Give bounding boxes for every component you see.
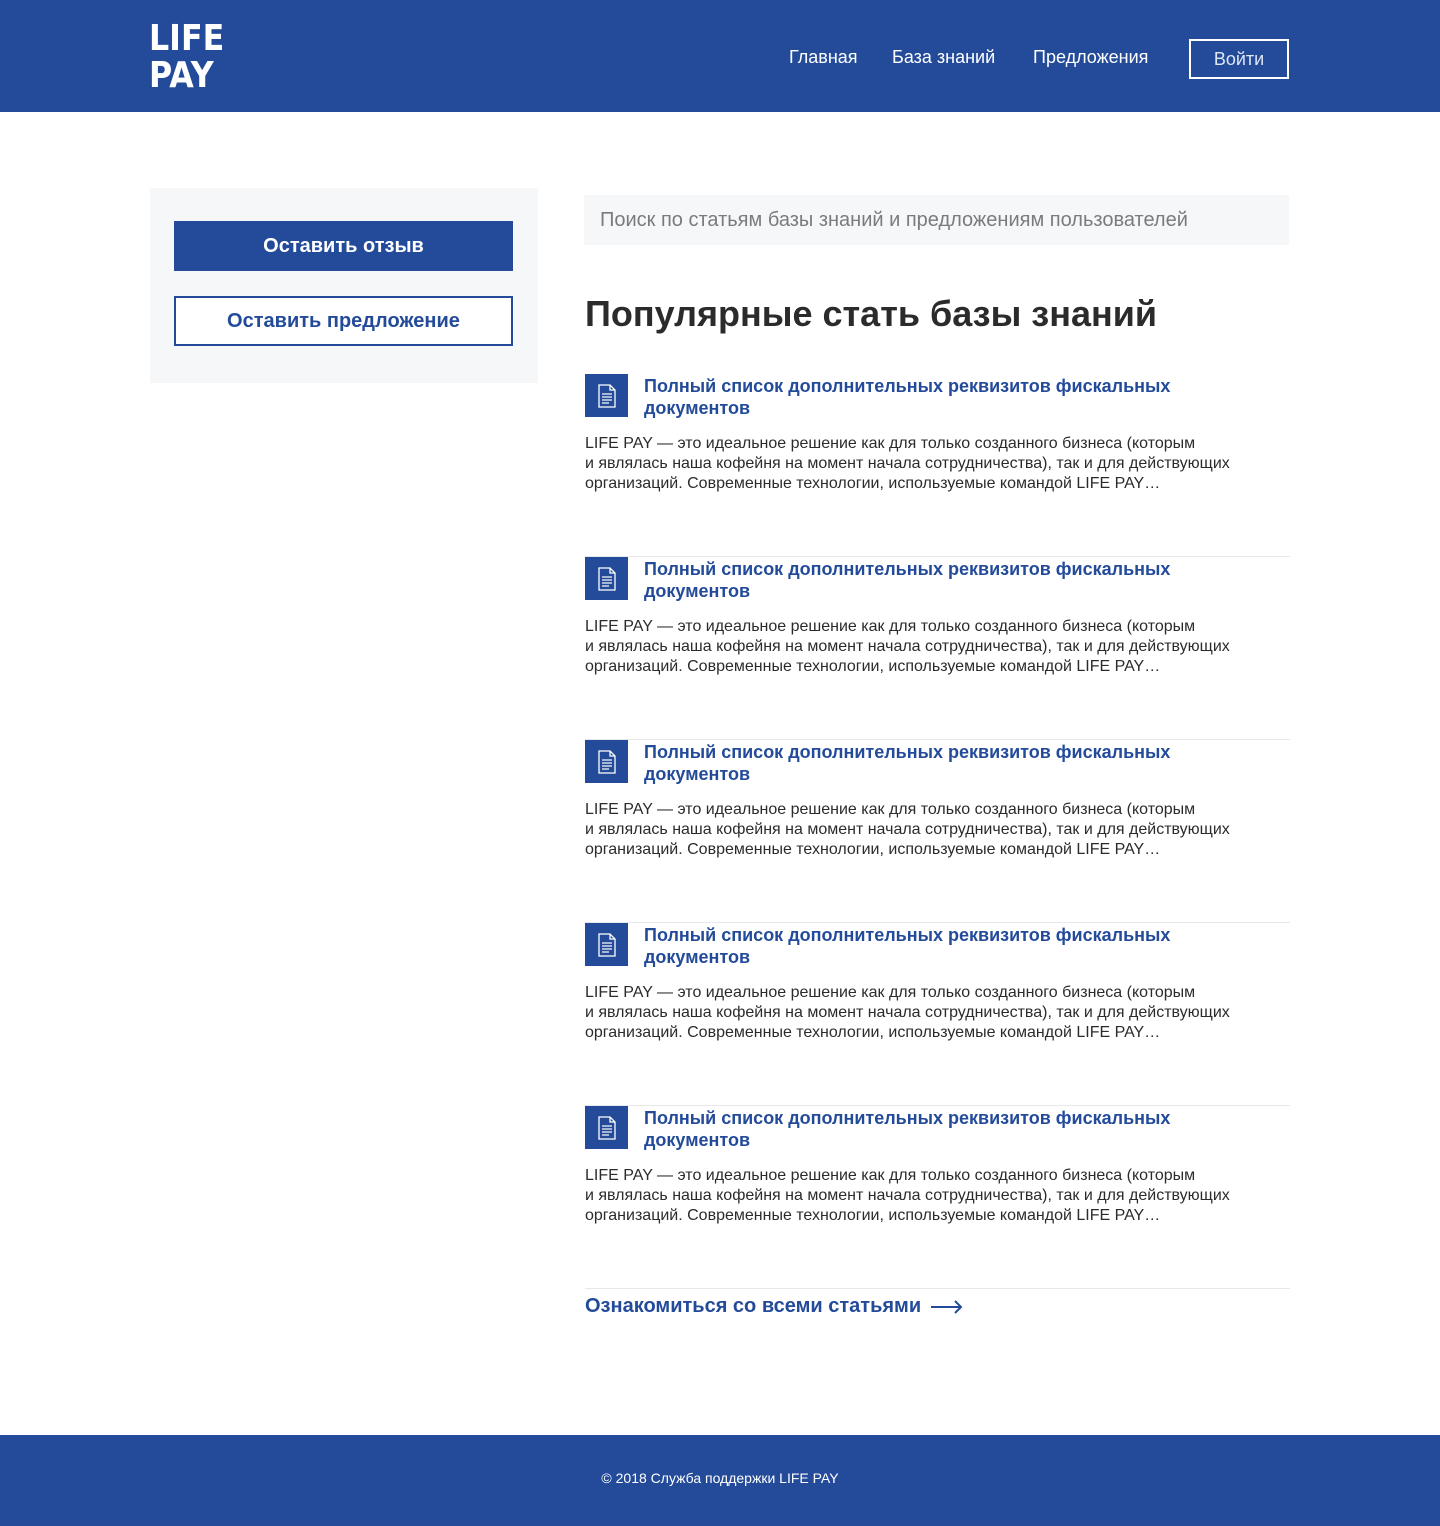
article-excerpt-line: организаций. Современные технологии, используемые командой LIFE PAY… (585, 841, 1161, 858)
article-excerpt-line: организаций. Современные технологии, используемые командой LIFE PAY… (585, 475, 1161, 492)
document-icon (585, 557, 628, 600)
login-button[interactable]: Войти (1189, 39, 1289, 79)
nav-item-suggestions[interactable]: Предложения (1033, 47, 1149, 67)
search-input[interactable] (584, 195, 1289, 245)
article-excerpt-line: организаций. Современные технологии, используемые командой LIFE PAY… (585, 1024, 1161, 1041)
article-excerpt (585, 434, 1265, 494)
document-icon (585, 374, 628, 417)
article-excerpt-line: и являлась наша кофейня на момент начала сотрудничества), так и для действующих (585, 455, 1230, 472)
article-excerpt (585, 800, 1265, 860)
list-item (585, 557, 1290, 740)
article-excerpt-line: и являлась наша кофейня на момент начала сотрудничества), так и для действующих (585, 1004, 1230, 1021)
article-excerpt (585, 983, 1265, 1043)
article-excerpt-line: LIFE PAY — это идеальное решение как для только созданного бизнеса (которым (585, 435, 1196, 452)
copyright-text: © 2018 Служба поддержки LIFE PAY (601, 1470, 839, 1486)
article-excerpt-line: LIFE PAY — это идеальное решение как для только созданного бизнеса (которым (585, 618, 1196, 635)
leave-feedback-button[interactable]: Оставить отзыв (174, 221, 513, 271)
article-excerpt-line: LIFE PAY — это идеальное решение как для только созданного бизнеса (которым (585, 801, 1196, 818)
article-excerpt (585, 617, 1265, 677)
logo-line-2: PAY (149, 55, 214, 96)
article-title-link[interactable]: Полный список дополнительных реквизитов фискальных документов (644, 1108, 1171, 1150)
list-item (585, 374, 1290, 557)
list-item (585, 740, 1290, 923)
list-item (585, 923, 1290, 1106)
article-excerpt-line: и являлась наша кофейня на момент начала сотрудничества), так и для действующих (585, 821, 1230, 838)
sidebar-panel (150, 188, 538, 383)
all-articles-link[interactable] (585, 1295, 963, 1318)
arrow-right-icon (931, 1300, 963, 1314)
article-excerpt-line: и являлась наша кофейня на момент начала сотрудничества), так и для действующих (585, 638, 1230, 655)
article-excerpt-line: LIFE PAY — это идеальное решение как для только созданного бизнеса (которым (585, 984, 1196, 1001)
article-title-link[interactable]: Полный список дополнительных реквизитов фискальных документов (644, 376, 1171, 418)
article-title-link[interactable]: Полный список дополнительных реквизитов фискальных документов (644, 925, 1171, 967)
list-item (585, 1106, 1290, 1289)
article-excerpt-line: LIFE PAY — это идеальное решение как для только созданного бизнеса (которым (585, 1167, 1196, 1184)
document-icon (585, 1106, 628, 1149)
nav-item-home[interactable]: Главная (789, 47, 858, 67)
article-excerpt-line: организаций. Современные технологии, используемые командой LIFE PAY… (585, 658, 1161, 675)
logo[interactable] (149, 20, 224, 94)
site-footer (0, 1435, 1440, 1526)
nav-item-knowledge-base[interactable]: База знаний (892, 47, 996, 67)
document-icon (585, 923, 628, 966)
article-title-link[interactable]: Полный список дополнительных реквизитов фискальных документов (644, 559, 1171, 601)
article-title-link[interactable]: Полный список дополнительных реквизитов фискальных документов (644, 742, 1171, 784)
leave-suggestion-button[interactable]: Оставить предложение (174, 296, 513, 346)
article-excerpt (585, 1166, 1265, 1226)
page-title: Популярные стать базы знаний (585, 293, 1157, 334)
article-excerpt-line: организаций. Современные технологии, используемые командой LIFE PAY… (585, 1207, 1161, 1224)
document-icon (585, 740, 628, 783)
logo-line-1: LIFE (149, 18, 225, 59)
all-articles-label: Ознакомиться со всеми статьями (585, 1295, 922, 1317)
article-excerpt-line: и являлась наша кофейня на момент начала сотрудничества), так и для действующих (585, 1187, 1230, 1204)
site-header (0, 0, 1440, 112)
